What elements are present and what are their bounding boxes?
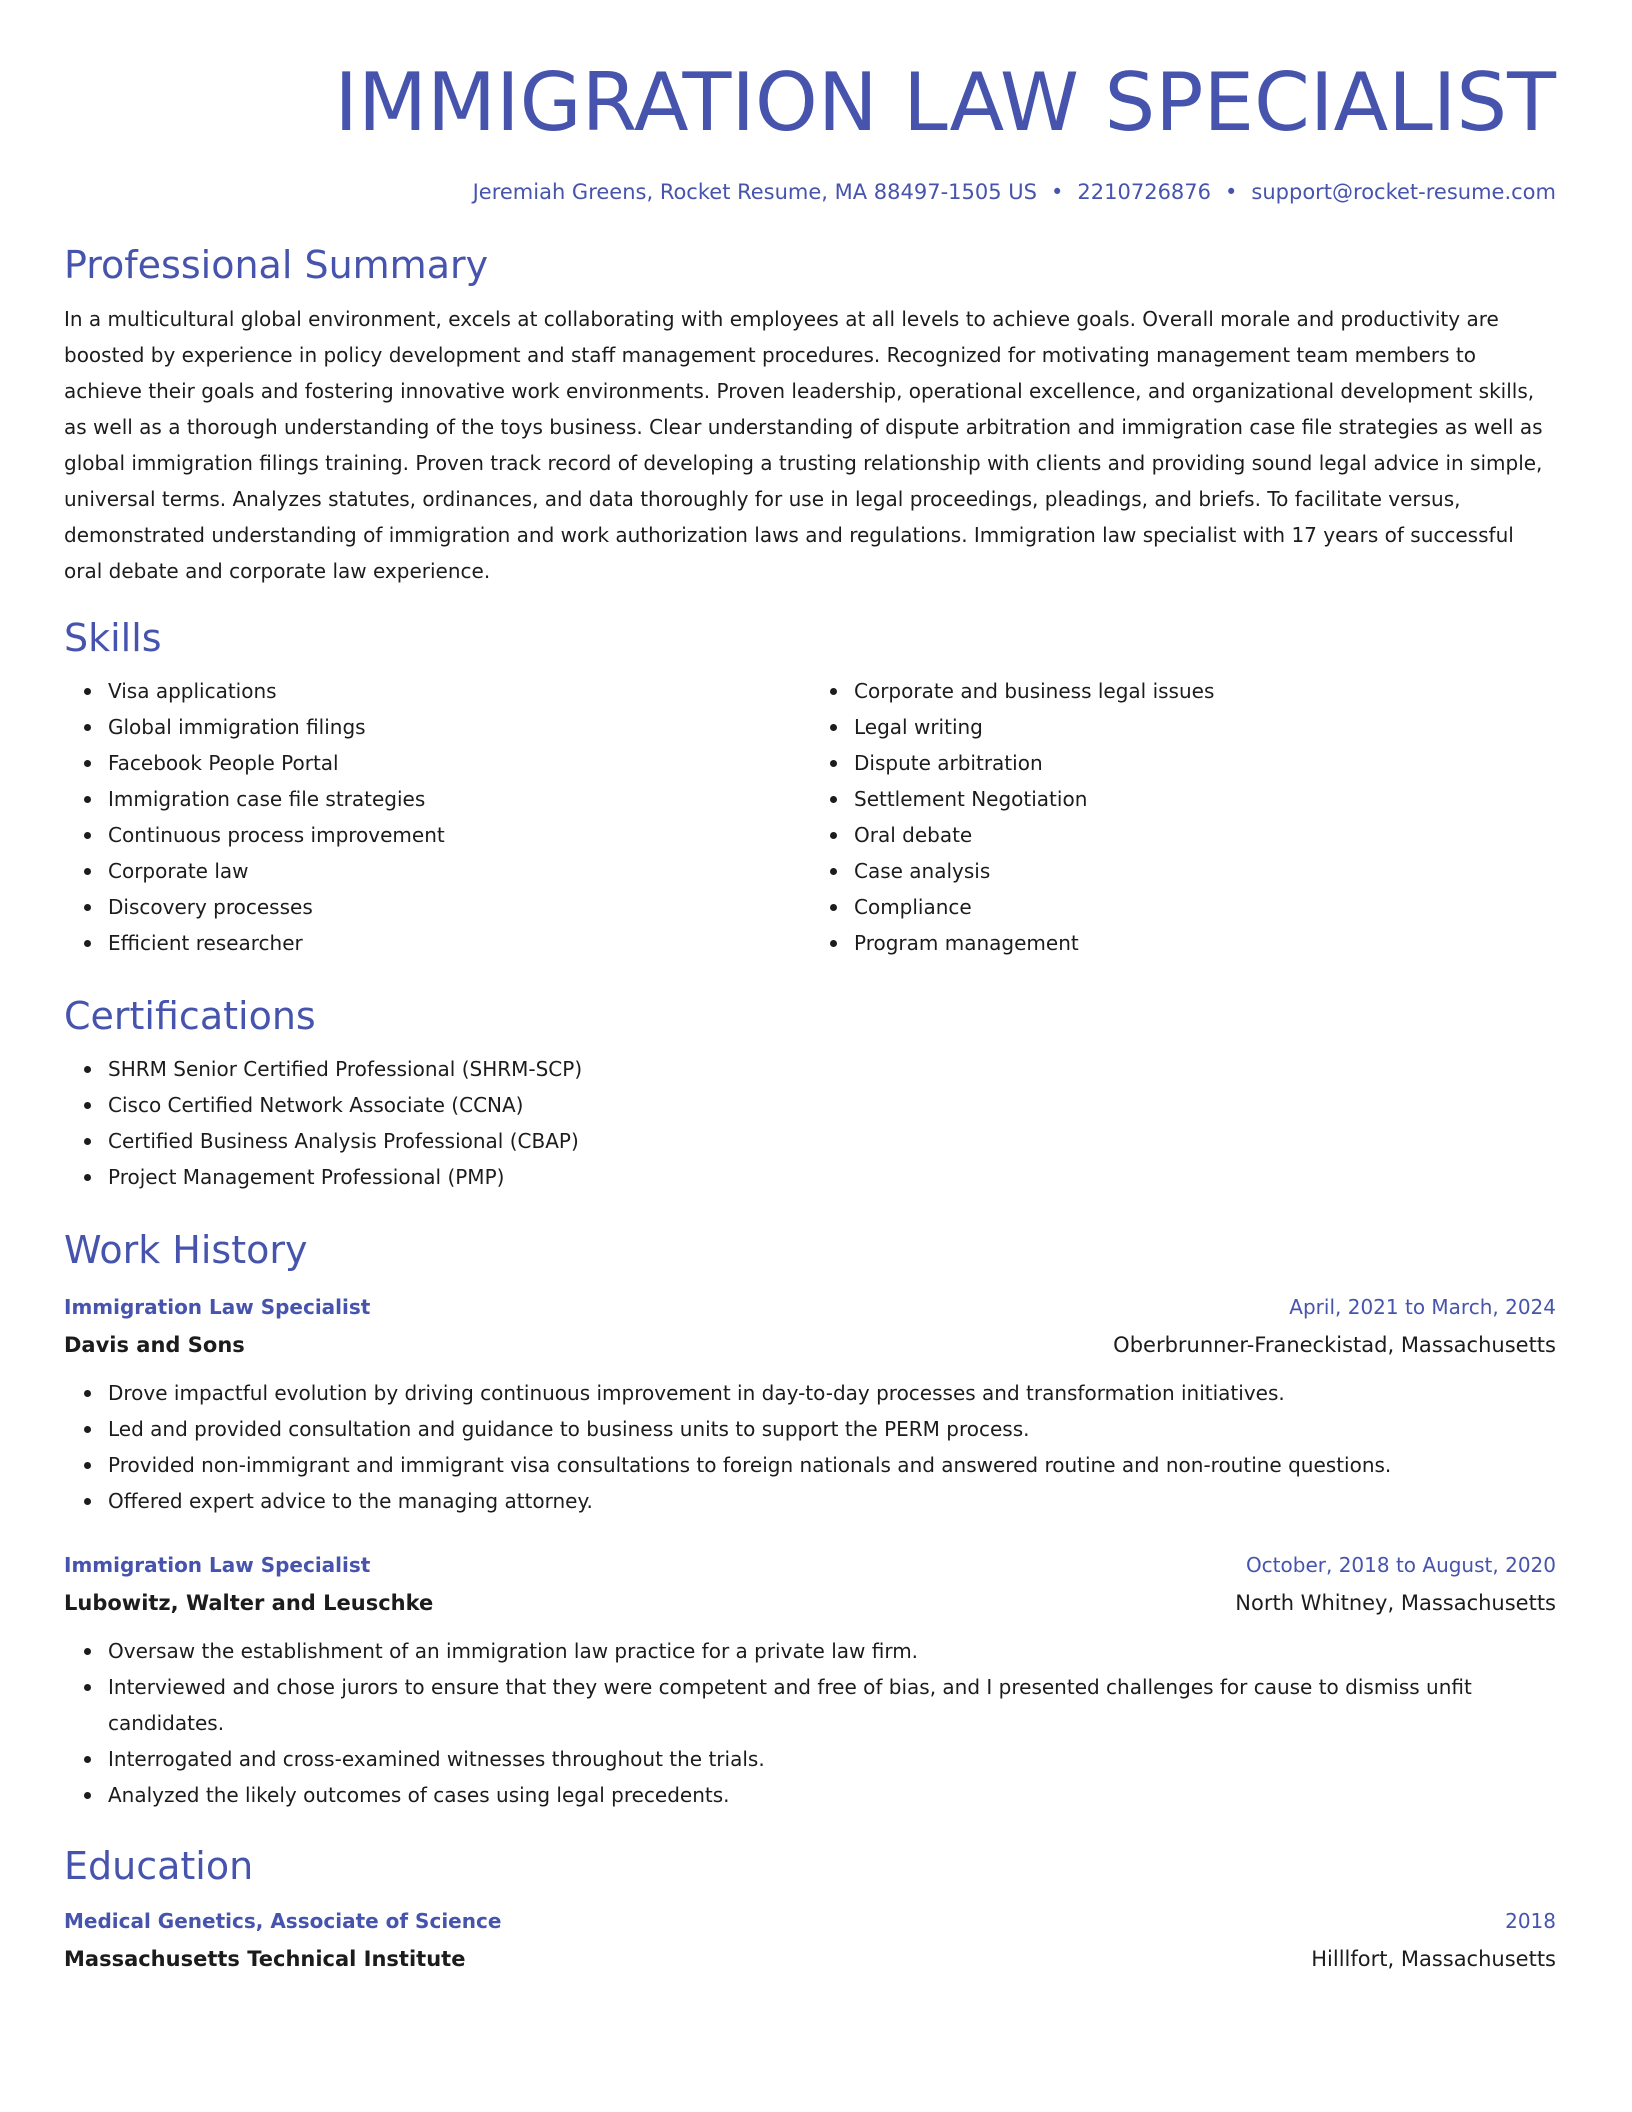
certifications-heading: Certifications <box>64 994 316 1038</box>
job-company-row <box>64 1583 1556 1623</box>
education-school: Massachusetts Technical Institute <box>64 1947 466 1971</box>
job-title-row <box>64 1547 1556 1583</box>
skills-heading: Skills <box>64 616 162 660</box>
education-degree: Medical Genetics, Associate of Science <box>64 1909 502 1933</box>
contact-phone: 2210726876 <box>1077 180 1212 204</box>
skill-item: Discovery processes <box>108 889 810 925</box>
skill-item: Corporate and business legal issues <box>854 673 1556 709</box>
job-bullet: Interviewed and chose jurors to ensure that they were competent and free of bias, and I presented challenges for cause to dismiss unfit candidates. <box>108 1669 1556 1741</box>
job-company: Davis and Sons <box>64 1333 245 1357</box>
education-location: Hilllfort, Massachusetts <box>1311 1947 1556 1971</box>
skill-item: Efficient researcher <box>108 925 810 961</box>
skill-item: Facebook People Portal <box>108 745 810 781</box>
education-year: 2018 <box>1505 1909 1556 1933</box>
job-bullet: Oversaw the establishment of an immigration law practice for a private law firm. <box>108 1633 1556 1669</box>
contact-email[interactable]: support@rocket-resume.com <box>1251 180 1556 204</box>
job-bullets <box>64 1633 1556 1813</box>
summary-heading: Professional Summary <box>64 243 489 287</box>
skills-column-left <box>64 673 810 961</box>
job-bullets <box>64 1375 1556 1519</box>
contact-line <box>64 178 1556 206</box>
work-history-heading: Work History <box>64 1228 308 1272</box>
skill-item: Visa applications <box>108 673 810 709</box>
job-entry <box>64 1547 1556 1813</box>
contact-address: Jeremiah Greens, Rocket Resume, MA 88497-1505 US <box>472 180 1038 204</box>
contact-separator: • <box>1051 180 1064 204</box>
education-school-row <box>64 1939 1556 1979</box>
education-entry <box>64 1903 1556 1979</box>
certification-item: SHRM Senior Certified Professional (SHRM-SCP) <box>108 1051 1556 1087</box>
skill-item: Corporate law <box>108 853 810 889</box>
job-entry <box>64 1289 1556 1519</box>
job-company-row <box>64 1325 1556 1365</box>
resume-title: IMMIGRATION LAW SPECIALIST <box>334 56 1556 149</box>
skill-item: Program management <box>854 925 1556 961</box>
skill-item: Legal writing <box>854 709 1556 745</box>
job-title: Immigration Law Specialist <box>64 1553 371 1577</box>
job-company: Lubowitz, Walter and Leuschke <box>64 1591 434 1615</box>
resume-page <box>64 0 1556 1979</box>
skills-list <box>64 673 1556 961</box>
summary-text: In a multicultural global environment, excels at collaborating with employees at all levels to achieve goals. Overall morale and productivity are boosted by experience in policy development and staff management procedures. Recognized for motivating management team members to achieve their goals and fostering innovative work environments. Proven leadership, operational excellence, and organizational development skills, as well as a thorough understanding of the toys business. Clear understanding of dispute arbitration and immigration case file strategies as well as global immigration filings training. Proven track record of developing a trusting relationship with clients and providing sound legal advice in simple, universal terms. Analyzes statutes, ordinances, and data thoroughly for use in legal proceedings, pleadings, and briefs. To facilitate versus, demonstrated understanding of immigration and work authorization laws and regulations. Immigration law specialist with 17 years of successful oral debate and corporate law experience. <box>64 307 1543 583</box>
job-title: Immigration Law Specialist <box>64 1295 371 1319</box>
job-title-row <box>64 1289 1556 1325</box>
skill-item: Immigration case file strategies <box>108 781 810 817</box>
certification-item: Project Management Professional (PMP) <box>108 1159 1556 1195</box>
job-bullet: Drove impactful evolution by driving continuous improvement in day-to-day processes and transformation initiatives. <box>108 1375 1556 1411</box>
certifications-list <box>64 1051 1556 1195</box>
skill-item: Dispute arbitration <box>854 745 1556 781</box>
certification-item: Certified Business Analysis Professional (CBAP) <box>108 1123 1556 1159</box>
skill-item: Continuous process improvement <box>108 817 810 853</box>
skill-item: Compliance <box>854 889 1556 925</box>
job-location: North Whitney, Massachusetts <box>1235 1591 1556 1615</box>
education-degree-row <box>64 1903 1556 1939</box>
job-bullet: Led and provided consultation and guidance to business units to support the PERM process. <box>108 1411 1556 1447</box>
job-dates: April, 2021 to March, 2024 <box>1289 1295 1556 1319</box>
skills-column-right <box>810 673 1556 961</box>
job-bullet: Provided non-immigrant and immigrant visa consultations to foreign nationals and answered routine and non-routine questions. <box>108 1447 1556 1483</box>
skill-item: Case analysis <box>854 853 1556 889</box>
job-location: Oberbrunner-Franeckistad, Massachusetts <box>1113 1333 1556 1357</box>
contact-separator: • <box>1225 180 1238 204</box>
job-bullet: Analyzed the likely outcomes of cases using legal precedents. <box>108 1777 1556 1813</box>
job-bullet: Offered expert advice to the managing attorney. <box>108 1483 1556 1519</box>
education-heading: Education <box>64 1844 254 1888</box>
job-bullet: Interrogated and cross-examined witnesses throughout the trials. <box>108 1741 1556 1777</box>
skill-item: Oral debate <box>854 817 1556 853</box>
job-dates: October, 2018 to August, 2020 <box>1245 1553 1556 1577</box>
skill-item: Global immigration filings <box>108 709 810 745</box>
skill-item: Settlement Negotiation <box>854 781 1556 817</box>
certification-item: Cisco Certified Network Associate (CCNA) <box>108 1087 1556 1123</box>
